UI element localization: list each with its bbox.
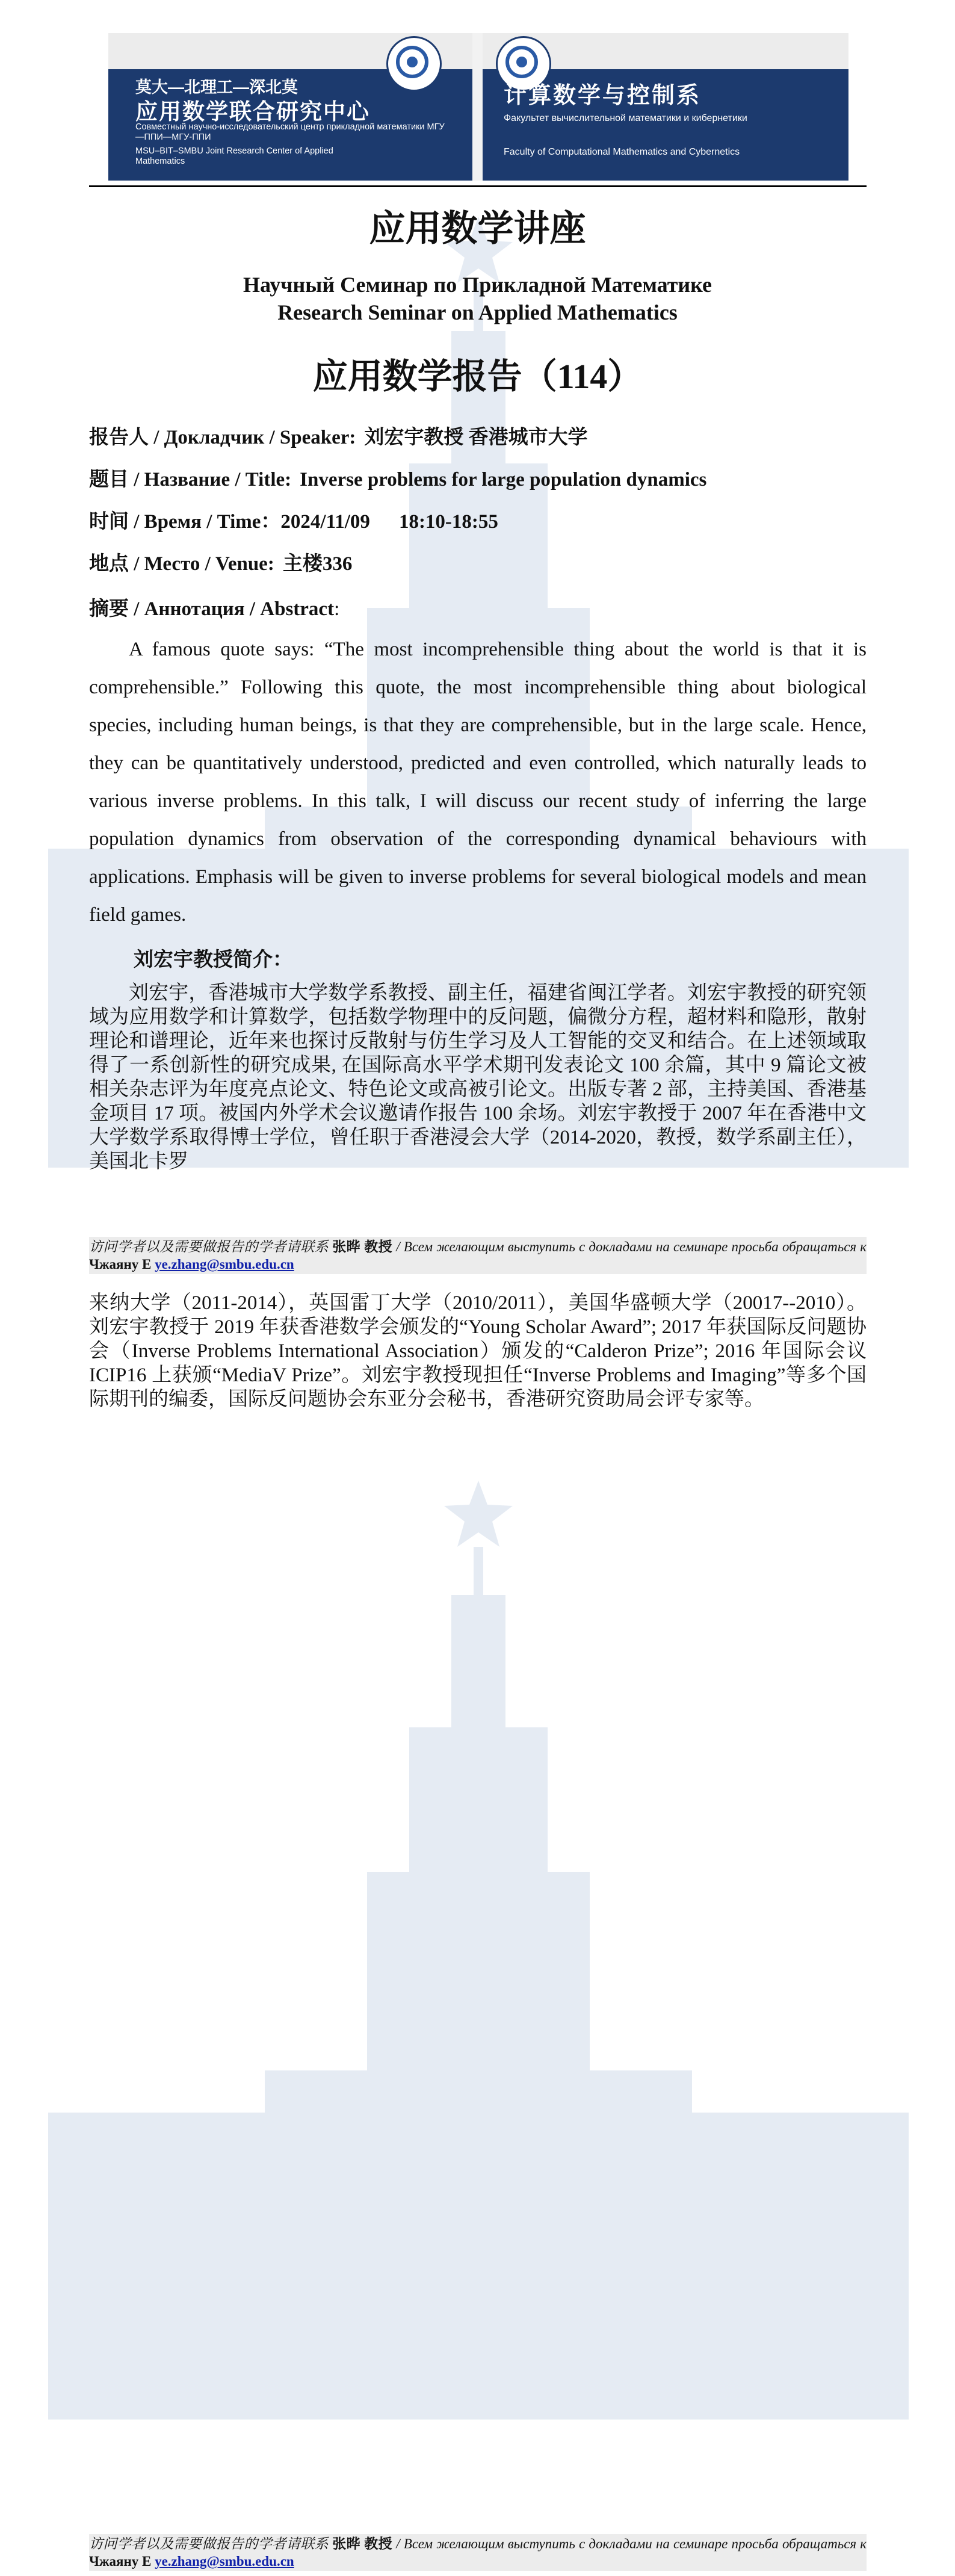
- contact-email-link[interactable]: ye.zhang@smbu.edu.cn: [155, 1257, 294, 1272]
- subtitle-russian: Научный Семинар по Прикладной Математике: [243, 273, 712, 297]
- page-title: 应用数学讲座: [369, 209, 586, 249]
- abstract-label: 摘要 / Аннотация / Abstract: [89, 598, 335, 620]
- joint-center-banner: [108, 33, 472, 181]
- bio-text-part2: 来纳大学（2011-2014），英国雷丁大学（2010/2011），美国华盛顿大学（20017--2010）。刘宏宇教授于 2019 年获香港数学会颁发的“Young Scholar Award”; 2017 年获国际反问题协会（Inverse Problems International Association）颁发的“Calderon Prize”; 2016 年国际会议 ICIP16 上获颁“MediaV Prize”。刘宏宇教授现担任“Inverse Problems and Imaging”等多个国际期刊的编委，国际反问题协会东亚分会秘书，香港研究资助局会评专家等。: [89, 1292, 867, 1410]
- venue-row: [89, 548, 352, 576]
- banner-right-line1: 计算数学与控制系: [504, 83, 702, 108]
- speaker-label: 报告人 / Докладчик / Speaker:: [89, 427, 356, 448]
- footer-name-ru: Чжаяну Е: [89, 1257, 152, 1272]
- banner-right-line3: Faculty of Computational Mathematics and Cybernetics: [504, 147, 740, 157]
- bio-heading: 刘宏宇教授简介：: [134, 949, 292, 971]
- footer-text-ru: / Всем желающим выступить с докладами на семинаре просьба обращаться к: [396, 2536, 867, 2551]
- footer-name-cn: 张晔: [332, 1239, 361, 1254]
- subtitle-english: Research Seminar on Applied Mathematics: [277, 300, 678, 324]
- abstract-colon: :: [334, 598, 340, 620]
- banner-left-line2: 应用数学联合研究中心: [135, 99, 370, 124]
- abstract-text: A famous quote says: “The most incomprehensible thing about the world is that it is comprehensible.” Following this quote, the most incomprehensible thing about biological species, including human beings, is that they are comprehensible, but in the large scale. Hence, they can be quantitatively understood, predicted and even controlled, which naturally leads to various inverse problems. In this talk, I will discuss our recent study of inferring the large population dynamics from observation of the corresponding dynamical behaviours with applications. Emphasis will be given to inverse problems for several biological models and mean field games.: [89, 639, 867, 926]
- banner-right-line2: Факультет вычислительной математики и кибернетики: [504, 113, 747, 123]
- banner-left-line1: 莫大—北理工—深北莫: [135, 78, 298, 96]
- abstract-row: [89, 593, 339, 621]
- title-label: 题目 / Название / Title:: [89, 469, 292, 491]
- contact-footer: [89, 1237, 867, 1274]
- time-label: 时间 / Время / Time：: [89, 511, 281, 533]
- title-value: Inverse problems for large population dynamics: [300, 469, 707, 491]
- venue-label: 地点 / Место / Venue:: [89, 553, 274, 575]
- footer-title-cn: 教授: [364, 1239, 393, 1254]
- department-banner: [483, 33, 848, 181]
- venue-value: 主楼336: [282, 553, 353, 575]
- title-row: [89, 463, 706, 492]
- footer-text-ru: / Всем желающим выступить с докладами на семинаре просьба обращаться к: [396, 1239, 867, 1254]
- banner-left-line4: MSU–BIT–SMBU Joint Research Center of Applied Mathematics: [135, 146, 333, 166]
- contact-footer: [89, 2534, 867, 2571]
- header-rule: [89, 185, 867, 187]
- banner-left-line3: Совместный научно-исследовательский центр прикладной математики МГУ—ППИ—МГУ-ППИ: [135, 122, 445, 142]
- main-building-watermark-icon: [48, 1481, 909, 2420]
- header-banner: [108, 33, 848, 181]
- footer-title-cn: 教授: [364, 2536, 393, 2551]
- speaker-value: 刘宏宇教授 香港城市大学: [364, 427, 588, 448]
- footer-text-cn: 访问学者以及需要做报告的学者请联系: [89, 2536, 329, 2551]
- university-seal-icon: [386, 36, 442, 91]
- speaker-row: [89, 421, 588, 450]
- contact-email-link[interactable]: ye.zhang@smbu.edu.cn: [155, 2554, 294, 2569]
- footer-name-ru: Чжаяну Е: [89, 2554, 152, 2569]
- footer-name-cn: 张晔: [332, 2536, 361, 2551]
- footer-text-cn: 访问学者以及需要做报告的学者请联系: [89, 1239, 329, 1254]
- report-number: 应用数学报告（114）: [312, 357, 643, 396]
- time-range: 18:10-18:55: [398, 511, 498, 533]
- time-date: 2024/11/09: [280, 511, 370, 533]
- time-row: [89, 506, 498, 534]
- banner-divider: [472, 33, 483, 181]
- bio-text-part1: 刘宏宇，香港城市大学数学系教授、副主任，福建省闽江学者。刘宏宇教授的研究领域为应用数学和计算数学，包括数学物理中的反问题，偏微分方程，超材料和隐形，散射理论和谱理论，近年来也探讨反散射与仿生学习及人工智能的交叉和结合。在上述领域取得了一系创新性的研究成果, 在国际高水平学术期刊发表论文 100 余篇，其中 9 篇论文被相关杂志评为年度亮点论文、特色论文或高被引论文。出版专著 2 部，主持美国、香港基金项目 17 项。被国内外学术会议邀请作报告 100 余场。刘宏宇教授于 2007 年在香港中文大学数学系取得博士学位，曾任职于香港浸会大学（2014-2020，教授，数学系副主任），美国北卡罗: [89, 982, 867, 1172]
